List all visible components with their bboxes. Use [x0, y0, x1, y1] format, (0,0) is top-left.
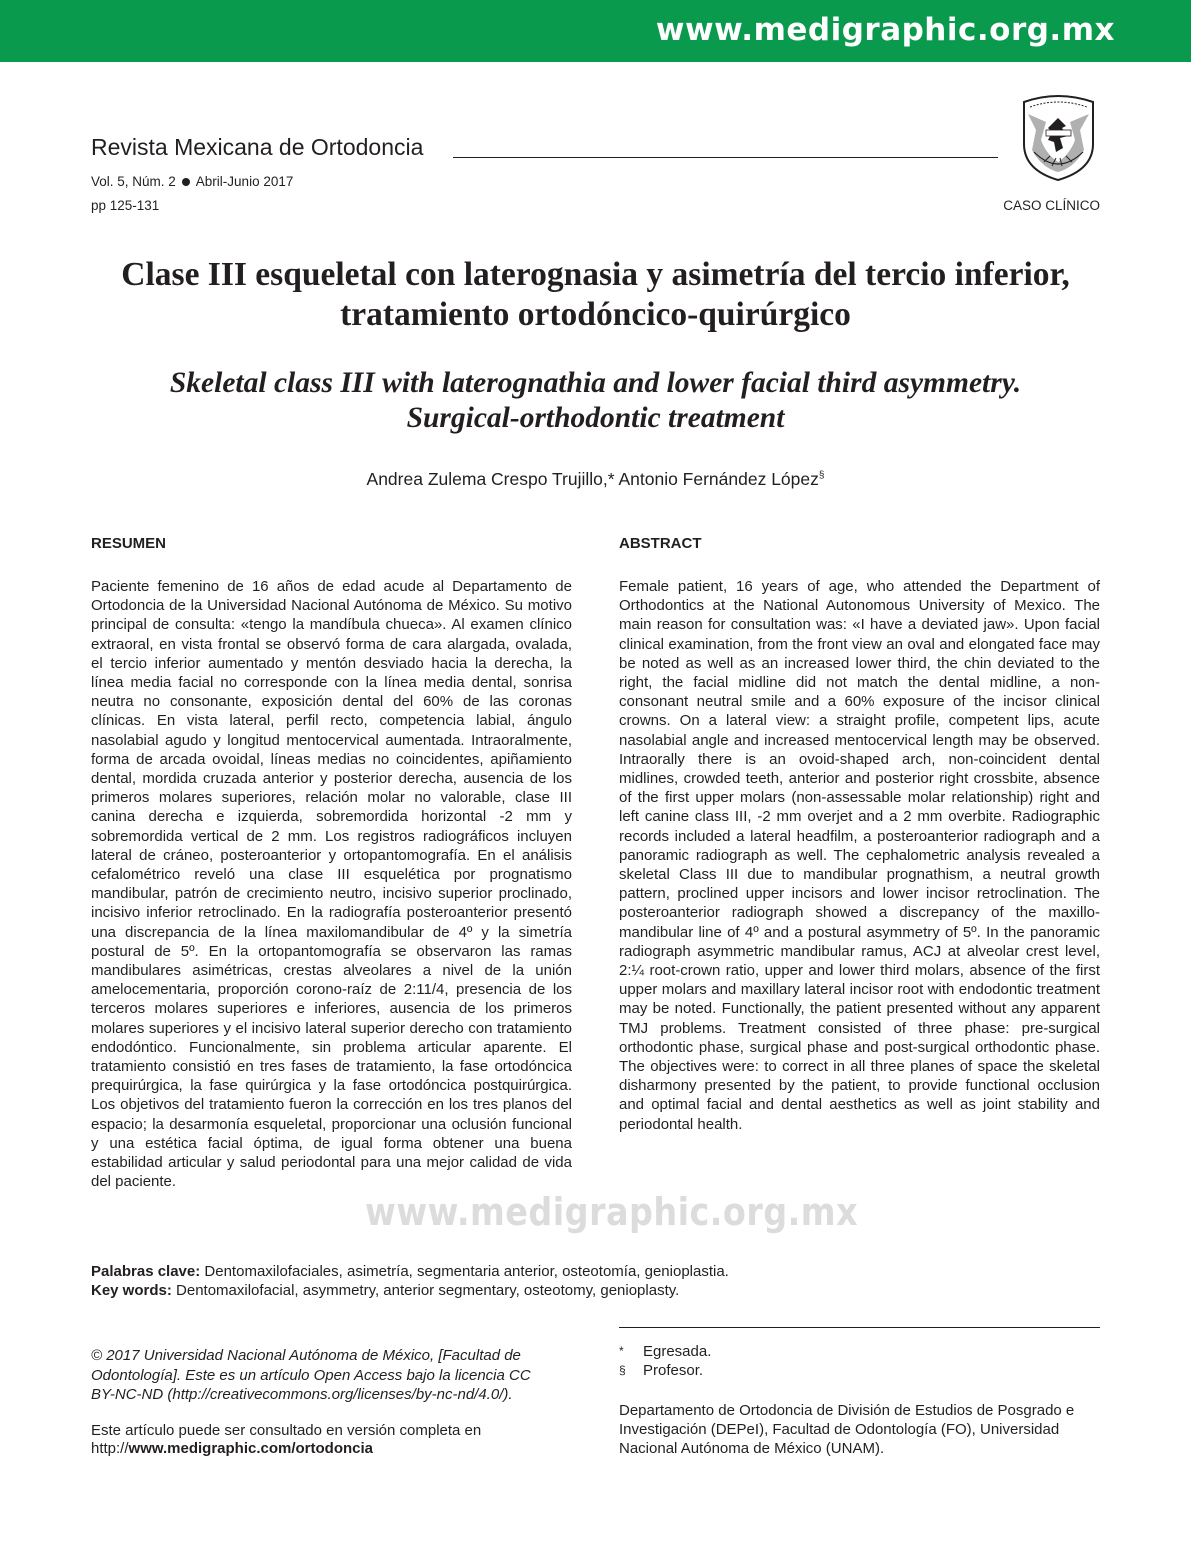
page-range: pp 125-131	[91, 198, 160, 213]
footnote-rule	[619, 1327, 1100, 1328]
license-notice: © 2017 Universidad Nacional Autónoma de México, [Facultad de Odontología]. Este es un artículo Open Access bajo la licencia CC BY-NC-ND (http://creativecommons.org/licenses/by-nc-nd/4.0/).	[91, 1347, 531, 1403]
abstract-heading: ABSTRACT	[619, 535, 702, 552]
note-2-text: Profesor.	[643, 1362, 704, 1379]
keywords-en-text: Dentomaxilofacial, asymmetry, anterior segmentary, osteotomy, genioplasty.	[171, 1282, 680, 1299]
unam-seal-icon	[1016, 92, 1101, 182]
consult-link[interactable]: www.medigraphic.com/ortodoncia	[128, 1440, 374, 1457]
keywords-en-label: Key words:	[91, 1282, 172, 1299]
note-1-text: Egresada.	[643, 1343, 712, 1360]
medigraphic-link[interactable]: www.medigraphic.org.mx	[655, 12, 1115, 48]
author-1-mark: *	[607, 469, 615, 489]
title-spanish: Clase III esqueletal con laterognasia y asimetría del tercio inferior, tratamiento ortodóncico-quirúrgico	[121, 256, 1070, 333]
note-2	[619, 1361, 711, 1380]
consult-notice	[91, 1422, 551, 1458]
author-2-mark: §	[818, 470, 825, 482]
keywords-es-text: Dentomaxilofaciales, asimetría, segmentaria anterior, osteotomía, genioplastia.	[200, 1263, 729, 1280]
section-tag: CASO CLÍNICO	[1003, 198, 1100, 213]
bullet-dot	[182, 178, 190, 186]
journal-name: Revista Mexicana de Ortodoncia	[91, 134, 424, 160]
abstract-text: Female patient, 16 years of age, who attended the Department of Orthodontics at the National Autonomous University of Mexico. The main reason for consultation was: «I have a deviated jaw». Upon facial clinical examination, from the front view an oval and elongated face may be noted as well as an increased lower third, the chin deviated to the right, the facial midline did not match the dental midline, a non-consonant neutral smile and a 60% exposure of the incisor clinical crowns. On a lateral view: a straight profile, competent lips, acute nasolabial angle and increased mentocervical length may be observed. Intraorally there is an ovoid-shaped arch, non-coincident dental midlines, crowded teeth, anterior and posterior right crossbite, absence of the first upper molars (non-assessable molar relationship) right and left canine class III, -2 mm overjet and a 2 mm overbite. Radiographic records included a lateral headfilm, a posteroanterior radiograph and a panoramic radiograph as well. The cephalometric analysis revealed a skeletal Class III due to mandibular prognathism, a neutral growth pattern, proclined upper incisors and lower incisor retroclination. The posteroanterior radiograph showed a discrepancy of the maxillo-mandibular line of 4º and a postural asymmetry of 5º. In the panoramic radiograph asymmetric mandibular ramus, ACJ at alveolar crest level, 2:¼ root-crown ratio, upper and lower third molars, absence of the first upper molars and maxillary lateral incisor root with endodontic treatment may be noted. Functionally, the patient presented without any apparent TMJ problems. Treatment consisted of three phase: pre-surgical orthodontic phase, surgical phase and post-surgical orthodontic phase. The objectives were: to correct in all three planes of space the skeletal disharmony presented by the patient, to provide functional occlusion and optimal facial and dental aesthetics as well as joint stability and periodontal health.	[619, 578, 1100, 1133]
top-banner	[0, 0, 1191, 62]
keywords-es-label: Palabras clave:	[91, 1263, 201, 1280]
consult-prefix: http://	[91, 1440, 129, 1457]
author-notes	[619, 1342, 711, 1380]
issue-period: Abril-Junio 2017	[195, 174, 294, 189]
resumen-text: Paciente femenino de 16 años de edad acude al Departamento de Ortodoncia de la Universidad Nacional Autónoma de México. Su motivo principal de consulta: «tengo la mandíbula chueca». Al examen clínico extraoral, en vista frontal se observó forma de cara alargada, ovalada, el tercio inferior aumentado y mentón desviado hacia la derecha, la línea media facial no corresponde con la línea media dental, sonrisa neutra no consonante, exposición dental del 60% de las coronas clínicas. En vista lateral, perfil recto, competencia labial, ángulo nasolabial agudo y longitud mentocervical aumentada. Intraoralmente, forma de arcada ovoidal, líneas medias no coincidentes, apiñamiento dental, mordida cruzada anterior y posterior derecha, ausencia de los primeros molares superiores, relación molar no valorable, clase III canina derecha e izquierda, sobremordida horizontal -2 mm y sobremordida vertical de 2 mm. Los registros radiográficos incluyen lateral de cráneo, posteroanterior y ortopantomografía. En el análisis cefalométrico reveló una clase III esquelética por prognatismo mandibular, patrón de crecimiento neutro, incisivo superior proclinado, incisivo inferior retroclinado. En la radiografía posteroanterior presentó una discrepancia de la línea maxilomandibular de 4º y la simetría postural de 5º. En la ortopantomografía se observaron las ramas mandibulares asimétricas, crestas alveolares a nivel de la unión amelocementaria, proporción corono-raíz de 2:11/4, presencia de los terceros molares superiores e inferiores, ausencia de los primeros molares superiores y el incisivo lateral superior derecho con tratamiento endodóntico. Funcionalmente, sin problema articular aparente. El tratamiento consistió en tres fases de tratamiento, la fase ortodóncica prequirúrgica, la fase quirúrgica y la fase ortodóncica postquirúrgica. Los objetivos del tratamiento fueron la corrección en los tres planos del espacio; la desarmonía esqueletal, proporcionar una oclusión funcional y una estética facial óptima, de igual forma obtener una buena estabilidad articular y salud periodontal para una mejor calidad de vida del paciente.	[91, 578, 572, 1191]
volume-number: Vol. 5, Núm. 2	[91, 174, 176, 189]
title-english: Skeletal class III with laterognathia and lower facial third asymmetry. Surgical-orthodontic treatment	[169, 367, 1022, 434]
note-1-mark: *	[619, 1344, 624, 1358]
keywords-spanish	[91, 1262, 1101, 1281]
resumen-heading: RESUMEN	[91, 535, 167, 552]
author-2: Antonio Fernández López	[614, 469, 819, 489]
watermark: www.medigraphic.org.mx	[365, 1190, 859, 1234]
header-rule	[453, 157, 998, 158]
author-1: Andrea Zulema Crespo Trujillo,	[366, 469, 608, 489]
author-list	[120, 469, 1071, 490]
consult-text: Este artículo puede ser consultado en versión completa en	[91, 1422, 482, 1439]
volume-line	[91, 174, 293, 189]
keywords-english	[91, 1281, 1101, 1300]
note-1	[619, 1342, 711, 1361]
note-2-mark: §	[619, 1363, 626, 1377]
affiliation: Departamento de Ortodoncia de División de Estudios de Posgrado e Investigación (DEPeI), Facultad de Odontología (FO), Universidad Nacional Autónoma de México (UNAM).	[619, 1402, 1075, 1457]
keywords-block	[91, 1262, 1101, 1300]
